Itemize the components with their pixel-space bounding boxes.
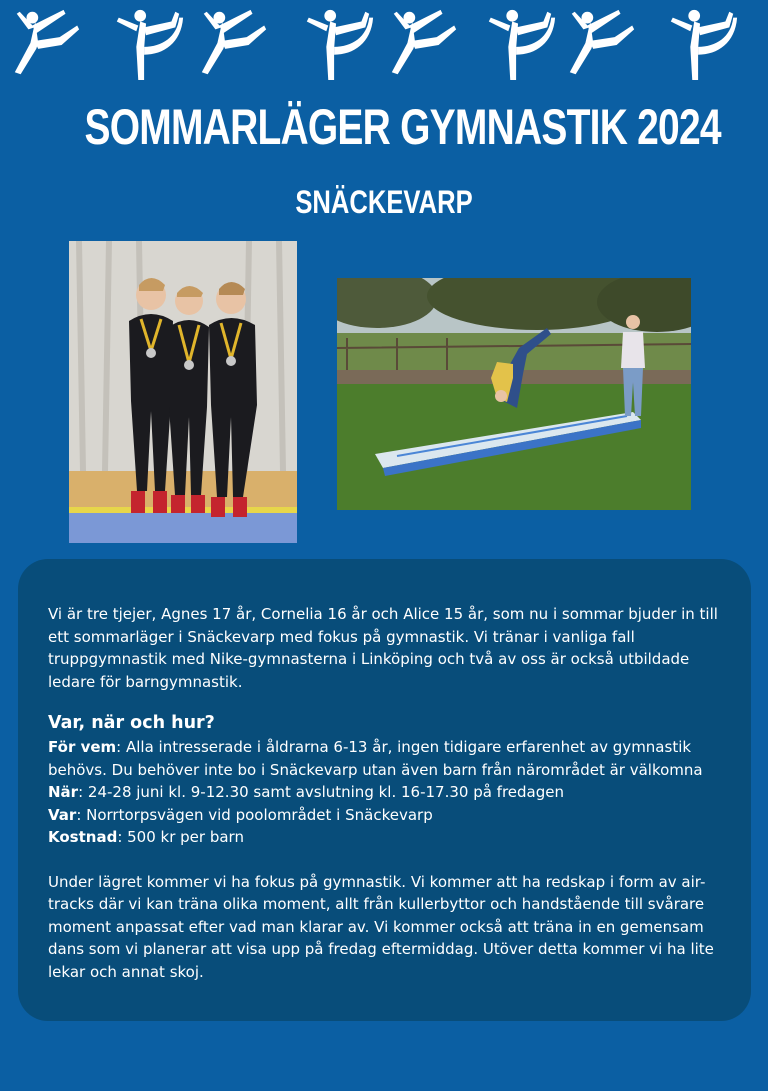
detail-label: När <box>48 783 79 801</box>
detail-target-group <box>48 736 721 781</box>
gymnast-silhouette-icon <box>664 4 740 82</box>
gymnast-silhouette-icon <box>385 4 461 82</box>
detail-label: För vem <box>48 738 117 756</box>
gymnast-silhouette-icon <box>8 4 84 82</box>
detail-text: : 24-28 juni kl. 9-12.30 samt avslutning kl. 16-17.30 på fredagen <box>78 783 565 801</box>
detail-text: : Norrtorpsvägen vid poolområdet i Snäckevarp <box>76 805 433 824</box>
detail-cost <box>48 826 721 849</box>
gymnast-silhouette-icon <box>195 4 271 82</box>
intro-paragraph: Vi är tre tjejer, Agnes 17 år, Cornelia 16 år och Alice 15 år, som nu i sommar bjuder in till ett sommarläger i Snäckevarp med fokus på gymnastik. Vi tränar i vanliga fall truppgymnastik med Nike-gymnasterna i Linköping och två av oss är också utbildade ledare för barngymnastik. <box>48 605 718 691</box>
section-heading: Var, när och hur? <box>48 713 215 733</box>
detail-when <box>48 781 721 804</box>
page-title: SOMMARLÄGER GYMNASTIK 2024 <box>84 99 721 155</box>
info-panel <box>18 559 751 1021</box>
gymnast-silhouette-icon <box>110 4 186 82</box>
airtrack-photo <box>337 278 691 510</box>
detail-label: Kostnad <box>48 828 118 846</box>
gymnast-silhouette-icon <box>563 4 639 82</box>
detail-text: : Alla intresserade i åldrarna 6-13 år, ingen tidigare erfarenhet av gymnastik behövs. Du behöver inte bo i Snäckevarp utan även barn från närområdet är välkomna <box>48 738 703 779</box>
closing-paragraph: Under lägret kommer vi ha fokus på gymnastik. Vi kommer att ha redskap i form av air-tracks där vi kan träna olika moment, allt från kullerbyttor och handstående till svårare moment anpassat efter vad man klarar av. Vi kommer också att träna in en gemensam dans som vi planerar att visa upp på fredag eftermiddag. Utöver detta kommer vi ha lite lekar och annat skoj. <box>48 872 714 981</box>
gymnast-silhouette-icon <box>300 4 376 82</box>
detail-where <box>48 804 721 827</box>
page-subtitle: SNÄCKEVARP <box>295 184 473 220</box>
detail-text: : 500 kr per barn <box>117 828 244 846</box>
detail-label: Var <box>48 805 77 824</box>
spacer <box>48 849 721 871</box>
gymnast-silhouette-row <box>0 0 768 90</box>
team-photo <box>69 241 297 543</box>
gymnast-silhouette-icon <box>482 4 558 82</box>
